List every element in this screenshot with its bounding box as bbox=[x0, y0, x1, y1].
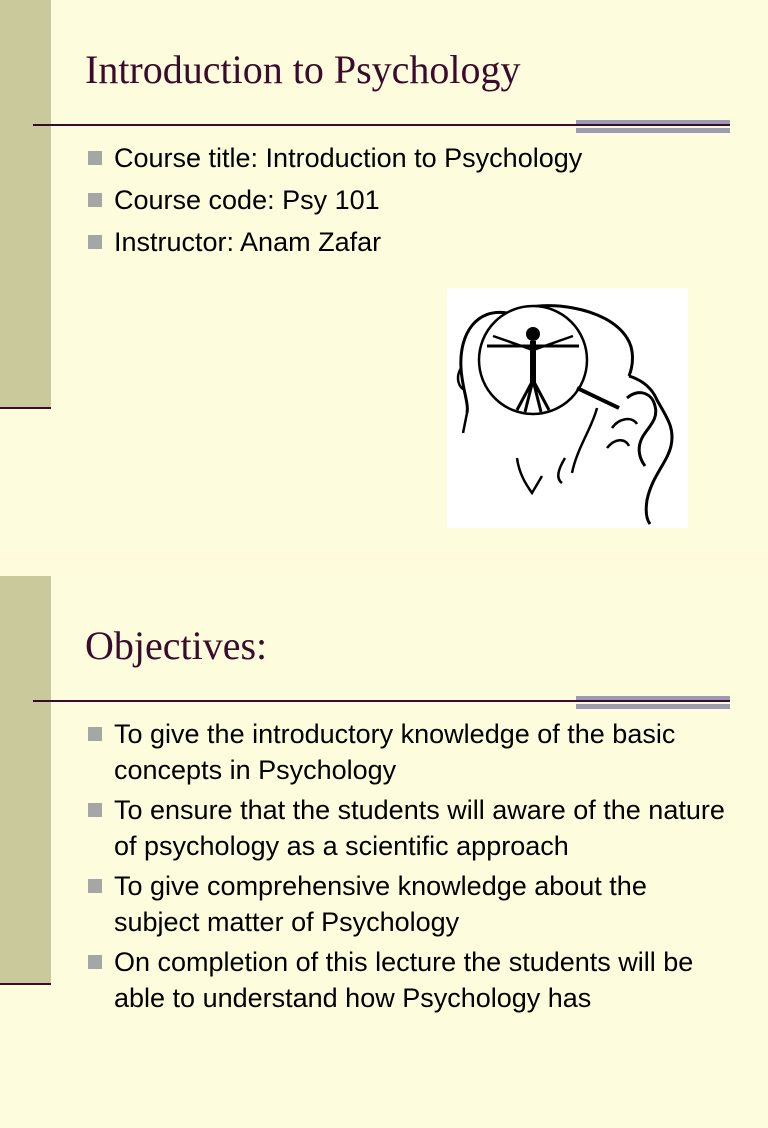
sidebar-tick bbox=[0, 407, 51, 409]
slide-title: Introduction to Psychology bbox=[85, 47, 521, 92]
title-rule-accent bbox=[576, 120, 730, 134]
list-item bbox=[86, 224, 726, 260]
list-item bbox=[86, 716, 726, 788]
bullet-square-icon bbox=[88, 879, 102, 893]
sidebar-accent bbox=[0, 576, 51, 984]
slide-title: Objectives: bbox=[85, 623, 268, 668]
bullet-square-icon bbox=[88, 193, 102, 207]
sidebar-tick bbox=[0, 983, 51, 985]
bullet-square-icon bbox=[88, 235, 102, 249]
bullet-list bbox=[86, 716, 726, 1020]
bullet-square-icon bbox=[88, 151, 102, 165]
bullet-text: On completion of this lecture the students will be able to understand how Psychology has bbox=[114, 947, 694, 1013]
sidebar-accent bbox=[0, 0, 51, 408]
bullet-text: Instructor: Anam Zafar bbox=[114, 227, 382, 257]
slide-introduction bbox=[0, 0, 768, 552]
bullet-square-icon bbox=[88, 955, 102, 969]
bullet-text: Course title: Introduction to Psychology bbox=[114, 143, 583, 173]
bullet-list bbox=[86, 140, 726, 266]
bullet-text: Course code: Psy 101 bbox=[114, 185, 380, 215]
list-item bbox=[86, 792, 726, 864]
bullet-text: To give the introductory knowledge of the basic concepts in Psychology bbox=[114, 719, 676, 785]
list-item bbox=[86, 868, 726, 940]
bullet-square-icon bbox=[88, 803, 102, 817]
bullet-text: To ensure that the students will aware of the nature of psychology as a scientific approach bbox=[114, 795, 725, 861]
title-rule-accent bbox=[576, 696, 730, 710]
list-item bbox=[86, 140, 726, 176]
slide-objectives bbox=[0, 576, 768, 1128]
bullet-square-icon bbox=[88, 727, 102, 741]
list-item bbox=[86, 182, 726, 218]
slide-gap bbox=[0, 552, 768, 576]
head-with-magnifier-vitruvian-man-icon bbox=[447, 288, 688, 528]
list-item bbox=[86, 944, 726, 1016]
bullet-text: To give comprehensive knowledge about the subject matter of Psychology bbox=[114, 871, 647, 937]
